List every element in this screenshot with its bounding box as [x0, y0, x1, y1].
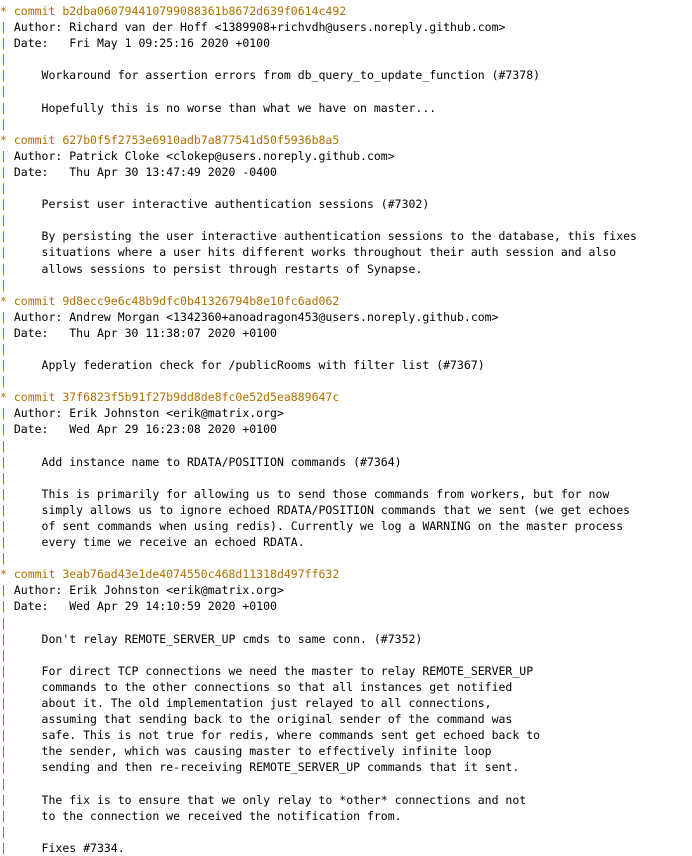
log-line [0, 116, 692, 132]
log-line-text: Date: Wed Apr 29 14:10:59 2020 +0100 [13, 599, 277, 614]
graph-line-marker: | [0, 647, 14, 662]
log-line [0, 486, 692, 502]
commit-header-line [0, 132, 692, 148]
log-line [0, 695, 692, 711]
graph-line-marker: | [0, 181, 14, 196]
graph-line-marker: | [0, 696, 14, 711]
log-line [0, 582, 692, 598]
log-line [0, 341, 692, 357]
log-line [0, 196, 692, 212]
graph-line-marker: | [0, 148, 14, 163]
log-line [0, 727, 692, 743]
log-line [0, 840, 692, 856]
log-line-text: Date: Thu Apr 30 13:47:49 2020 -0400 [13, 164, 277, 179]
graph-line-marker: | [0, 116, 14, 131]
log-line [0, 470, 692, 486]
graph-line-marker: | [0, 583, 14, 598]
log-line-text: This is primarily for allowing us to send those commands from workers, but for now [13, 486, 610, 501]
graph-line-marker: | [0, 197, 14, 212]
log-line [0, 711, 692, 727]
log-line [0, 615, 692, 631]
log-line [0, 19, 692, 35]
graph-line-marker: | [0, 325, 14, 340]
graph-line-marker: | [0, 277, 14, 292]
log-line-text: allows sessions to persist through restarts of Synapse. [13, 261, 423, 276]
commit-header-line [0, 389, 692, 405]
graph-line-marker: | [0, 824, 14, 839]
graph-line-marker: | [0, 36, 14, 51]
log-line-text: to the connection we received the notification from. [13, 808, 402, 823]
graph-line-marker: | [0, 712, 14, 727]
log-line [0, 309, 692, 325]
log-line-text: situations where a user hits different works throughout their auth session and also [13, 245, 617, 260]
log-line [0, 373, 692, 389]
log-line-text: Fixes #7334. [13, 840, 125, 855]
graph-line-marker: | [0, 213, 14, 228]
log-line [0, 244, 692, 260]
graph-line-marker: | [0, 760, 14, 775]
log-line [0, 534, 692, 550]
log-line [0, 83, 692, 99]
log-line-text: The fix is to ensure that we only relay to *other* connections and not [13, 792, 527, 807]
graph-line-marker: | [0, 309, 14, 324]
commit-sha-text: commit b2dba060794410799088361b8672d639f0614c492 [13, 4, 347, 18]
graph-line-marker: | [0, 52, 14, 67]
log-line-text: Hopefully this is no worse than what we have on master... [13, 100, 437, 115]
graph-line-marker: | [0, 808, 14, 823]
log-line-text: Date: Thu Apr 30 11:38:07 2020 +0100 [13, 325, 277, 340]
commit-header-line [0, 293, 692, 309]
graph-line-marker: | [0, 245, 14, 260]
commit-sha-text: commit 37f6823f5b91f27b9dd8de8fc0e52d5ea889647c [13, 390, 340, 405]
graph-line-marker: | [0, 454, 14, 469]
graph-line-marker: | [0, 261, 14, 276]
log-line [0, 598, 692, 614]
log-line [0, 148, 692, 164]
log-line-text: every time we receive an echoed RDATA. [13, 535, 305, 550]
log-line [0, 454, 692, 470]
log-line [0, 228, 692, 244]
graph-line-marker: | [0, 470, 14, 485]
log-line [0, 824, 692, 840]
log-line-text: Author: Richard van der Hoff <1389908+richvdh@users.noreply.github.com> [13, 20, 506, 35]
commit-node-marker: * [0, 132, 14, 147]
log-line-text: Author: Patrick Cloke <clokep@users.noreply.github.com> [13, 148, 395, 163]
graph-line-marker: | [0, 840, 14, 855]
graph-line-marker: | [0, 229, 14, 244]
log-line [0, 421, 692, 437]
graph-line-marker: | [0, 406, 14, 421]
log-line [0, 502, 692, 518]
graph-line-marker: | [0, 615, 14, 630]
graph-line-marker: | [0, 679, 14, 694]
commit-sha-text: commit 627b0f5f2753e6910adb7a877541d50f5936b8a5 [13, 132, 340, 147]
log-line-text: safe. This is not true for redis, where commands sent get echoed back to [13, 728, 541, 743]
graph-line-marker: | [0, 792, 14, 807]
log-line-text: sending and then re-receiving REMOTE_SERVER_UP commands that it sent. [13, 760, 520, 775]
graph-line-marker: | [0, 535, 14, 550]
log-line [0, 438, 692, 454]
log-line [0, 808, 692, 824]
log-line-text: Workaround for assertion errors from db_query_to_update_function (#7378) [13, 68, 541, 83]
log-line-text: Date: Wed Apr 29 16:23:08 2020 +0100 [13, 422, 277, 437]
log-line-text: Persist user interactive authentication sessions (#7302) [13, 197, 430, 212]
commit-node-marker: * [0, 567, 14, 582]
graph-line-marker: | [0, 84, 14, 99]
log-line-text: Author: Erik Johnston <erik@matrix.org> [13, 406, 284, 421]
commit-header-line [0, 3, 692, 19]
log-line [0, 792, 692, 808]
log-line [0, 100, 692, 116]
log-line-text: commands to the other connections so that all instances get notified [13, 679, 513, 694]
log-line [0, 357, 692, 373]
log-line [0, 776, 692, 792]
log-line [0, 743, 692, 759]
graph-line-marker: | [0, 374, 14, 389]
log-line-text: the sender, which was causing master to effectively infinite loop [13, 744, 492, 759]
log-line [0, 759, 692, 775]
log-line [0, 51, 692, 67]
log-line-text: about it. The old implementation just relayed to all connections, [13, 696, 492, 711]
graph-line-marker: | [0, 68, 14, 83]
graph-line-marker: | [0, 100, 14, 115]
graph-line-marker: | [0, 744, 14, 759]
commit-node-marker: * [0, 4, 14, 18]
graph-line-marker: | [0, 358, 14, 373]
graph-line-marker: | [0, 663, 14, 678]
commit-node-marker: * [0, 390, 14, 405]
log-line [0, 518, 692, 534]
graph-line-marker: | [0, 599, 14, 614]
graph-line-marker: | [0, 776, 14, 791]
log-line [0, 277, 692, 293]
graph-line-marker: | [0, 486, 14, 501]
log-line [0, 325, 692, 341]
graph-line-marker: | [0, 164, 14, 179]
log-line-text: of sent commands when using redis). Currently we log a WARNING on the master process [13, 519, 624, 533]
graph-line-marker: | [0, 631, 14, 646]
log-line-text: Date: Fri May 1 09:25:16 2020 +0100 [13, 36, 271, 51]
graph-line-marker: | [0, 422, 14, 437]
log-line [0, 180, 692, 196]
log-line-text: Author: Andrew Morgan <1342360+anoadragon453@users.noreply.github.com> [13, 309, 499, 324]
log-line [0, 164, 692, 180]
commit-sha-text: commit 3eab76ad43e1de4074550c468d11318d497ff632 [13, 567, 340, 582]
log-line-text: By persisting the user interactive authentication sessions to the database, this fixes [13, 229, 637, 244]
log-line [0, 647, 692, 663]
log-line-text: For direct TCP connections we need the master to relay REMOTE_SERVER_UP [13, 663, 534, 678]
graph-line-marker: | [0, 438, 14, 453]
log-line [0, 212, 692, 228]
graph-line-marker: | [0, 20, 14, 35]
graph-line-marker: | [0, 551, 14, 566]
log-line-text: Apply federation check for /publicRooms with filter list (#7367) [13, 358, 485, 373]
log-line-text: simply allows us to ignore echoed RDATA/POSITION commands that we sent (we get echoes [13, 502, 631, 517]
commit-header-line [0, 566, 692, 582]
graph-line-marker: | [0, 519, 14, 533]
log-line [0, 663, 692, 679]
log-line [0, 261, 692, 277]
log-line [0, 679, 692, 695]
log-line [0, 35, 692, 51]
graph-line-marker: | [0, 341, 14, 356]
log-line-text: Add instance name to RDATA/POSITION commands (#7364) [13, 454, 402, 469]
commit-node-marker: * [0, 293, 14, 308]
graph-line-marker: | [0, 502, 14, 517]
log-line-text: assuming that sending back to the original sender of the command was [13, 712, 513, 727]
log-line [0, 67, 692, 83]
log-line-text: Don't relay REMOTE_SERVER_UP cmds to same conn. (#7352) [13, 631, 423, 646]
log-line-text: Author: Erik Johnston <erik@matrix.org> [13, 583, 284, 598]
log-line [0, 550, 692, 566]
log-line [0, 405, 692, 421]
log-line [0, 631, 692, 647]
graph-line-marker: | [0, 728, 14, 743]
commit-sha-text: commit 9d8ecc9e6c48b9dfc0b41326794b8e10fc6ad062 [13, 293, 340, 308]
